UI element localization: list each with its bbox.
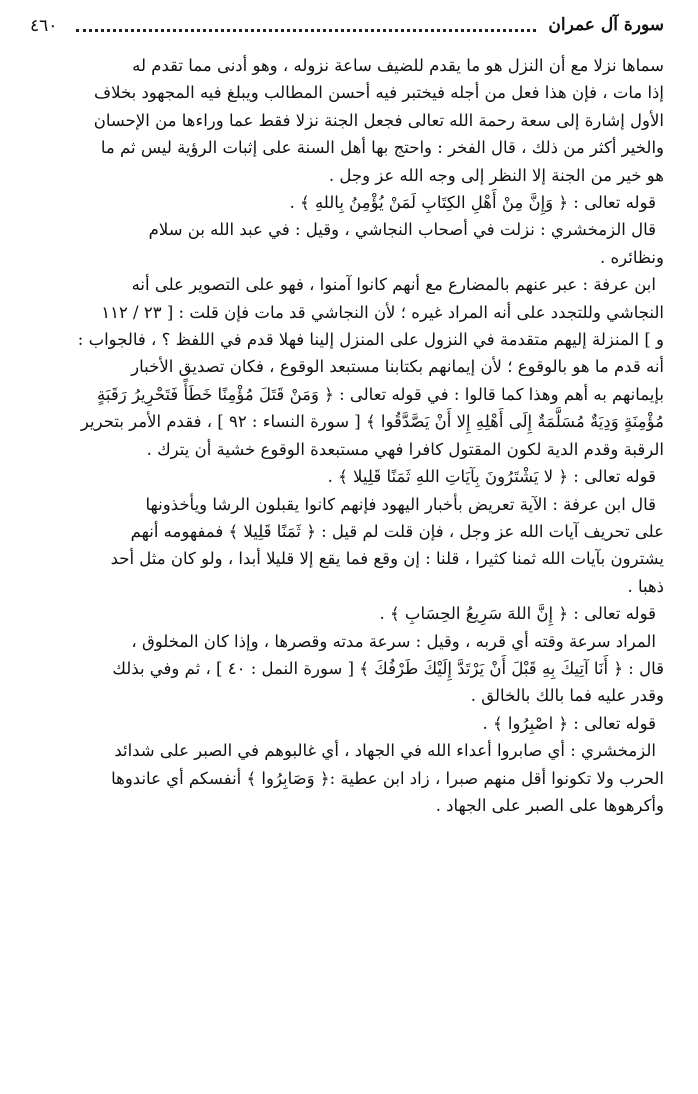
dotted-rule (76, 29, 536, 32)
verse-heading: قوله تعالى : ﴿ إِنَّ اللهَ سَرِيعُ الحِسَابِ ﴾ . (379, 604, 656, 624)
paragraph: الزمخشري : أي صابروا أعداء الله في الجهاد ، أي غالبوهم في الصبر على شدائد الحرب ولا تكونوا أقل منهم صبرا ، زاد ابن عطية :﴿ وَصَابِرُوا ﴾ أنفسكم أي عاندوها وأكرهوها على الصبر على الجهاد . (111, 741, 664, 815)
page-number: ٤٦٠ (30, 16, 58, 36)
verse-heading: قوله تعالى : ﴿ وَإِنَّ مِنْ أَهْلِ الكِتَابِ لَمَنْ يُؤْمِنُ بِاللهِ ﴾ . (289, 193, 656, 213)
verse-heading: قوله تعالى : ﴿ لا يَشْتَرُونَ بِآيَاتِ اللهِ ثَمَنًا قَلِيلا ﴾ . (327, 467, 656, 487)
paragraph: المراد سرعة وقته أي قربه ، وقيل : سرعة مدته وقصرها ، وإذا كان المخلوق ، قال : ﴿ أَنَا آتِيكَ بِهِ قَبْلَ أَنْ يَرْتَدَّ إِلَيْكَ طَرْفُكَ ﴾ [ سورة النمل : ٤٠ ] ، ثم وفي بذلك وقدر عليه فما بالك بالخالق . (112, 631, 664, 706)
verse-heading: قوله تعالى : ﴿ اصْبِرُوا ﴾ . (482, 713, 656, 733)
paragraph: قال ابن عرفة : الآية تعريض بأخبار اليهود فإنهم كانوا يقبلون الرشا ويأخذونها على تحريف آيات الله عز وجل ، فإن قلت لم قيل : ﴿ ثَمَنًا قَلِيلا ﴾ فمفهومه أنهم يشترون بآيات الله ثمنا كثيرا ، قلنا : إن وقع فما يقع إلا قليلا أبدا ، ولو كان مثل أحد ذهبا . (110, 494, 664, 596)
paragraph: ابن عرفة : عبر عنهم بالمضارع مع أنهم كانوا آمنوا ، فهو على التصوير على أنه النجاشي وللتجدد على أنه المراد غيره ؛ لأن النجاشي قد مات فإن قلت : [ ٢٣ / ١١٢ و ] المنزلة إليهم متقدمة في النزول على المنزل إلينا فهلا قدم في اللفظ ؟ ، فالجواب : أنه قدم ما هو بالوقوع ؛ لأن إيمانهم بكتابنا مستبعد الوقوع ، فكان تصديق الأخبار بإيمانهم به أهم وهذا كما قالوا : في قوله تعالى : ﴿ وَمَنْ قَتَلَ مُؤْمِنًا خَطَأً فَتَحْرِيرُ رَقَبَةٍ مُؤْمِنَةٍ وَدِيَةٌ مُسَلَّمَةٌ إِلَى أَهْلِهِ إِلا أَنْ يَصَّدَّقُوا ﴾ [ سورة النساء : ٩٢ ] ، فقدم الأمر بتحرير الرقبة وقدم الدية لكون المقتول كافرا فهي مستبعدة الوقوع خشية أن يترك . (77, 275, 664, 459)
paragraph: سماها نزلا مع أن النزل هو ما يقدم للضيف ساعة نزوله ، وهو أدنى مما تقدم له إذا مات ، فإن هذا فعل من أجله فيختبر فيه أحسن المطالب ويبلغ فيه المجهود بخلاف الأول إشارة إلى سعة رحمة الله تعالى فجعل الجنة نزلا فقط عما وراءها من الإحسان والخير أكثر من ذلك ، قال الفخر : واحتج بها أهل السنة على إثبات الرؤية ليس ثم ما هو خير من الجنة إلا النظر إلى وجه الله عز وجل . (93, 56, 664, 185)
surah-title: سورة آل عمران (548, 15, 664, 35)
body-text (30, 52, 664, 819)
running-header (30, 14, 664, 40)
paragraph: قال الزمخشري : نزلت في أصحاب النجاشي ، وقيل : في عبد الله بن سلام ونظائره . (148, 220, 664, 267)
